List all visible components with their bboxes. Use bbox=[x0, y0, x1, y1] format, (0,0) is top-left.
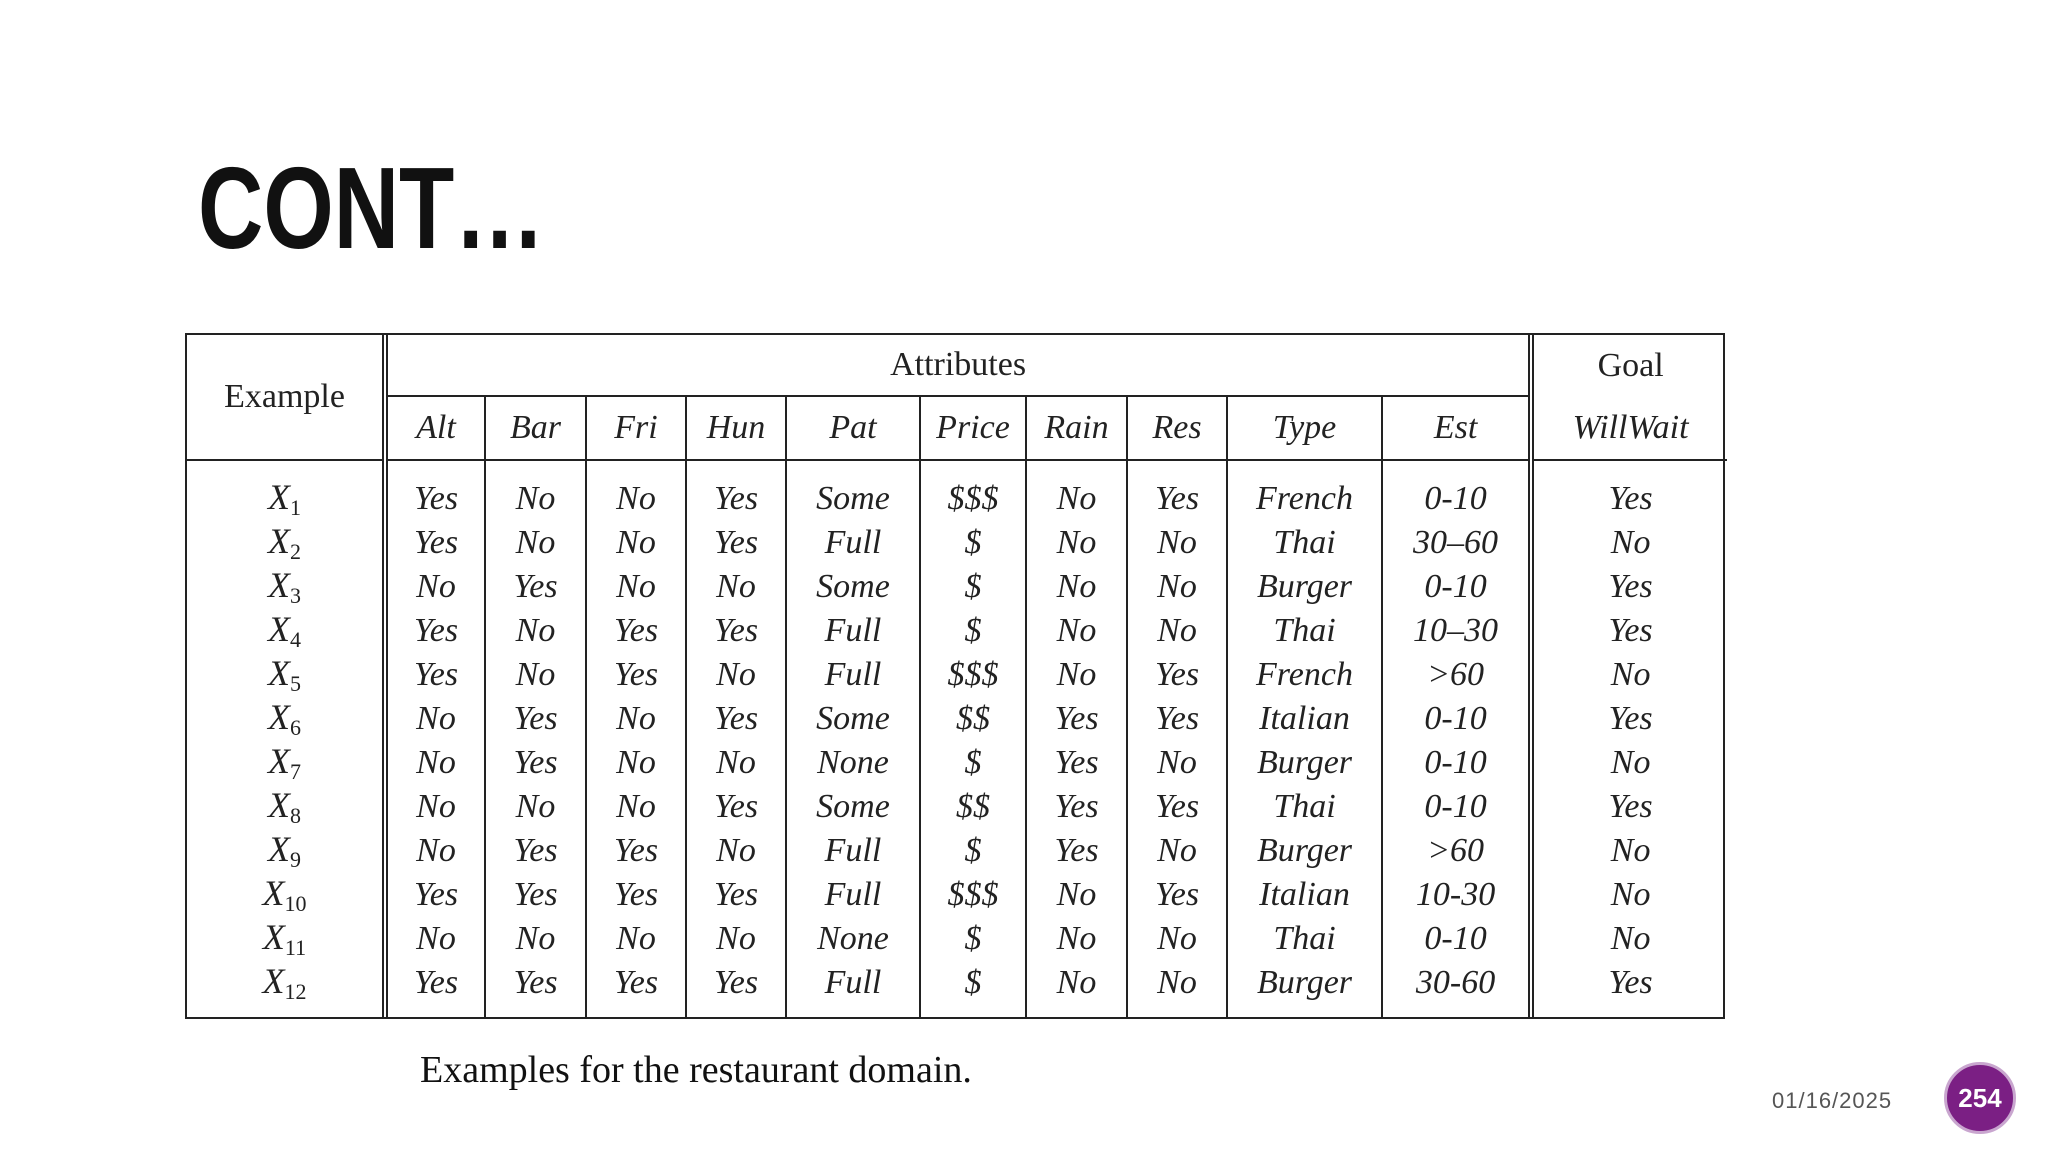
goal-cell: Yes bbox=[1608, 700, 1653, 737]
table-cell: Yes bbox=[385, 519, 485, 563]
table-cell: No bbox=[586, 915, 686, 959]
table-cell: None bbox=[786, 915, 920, 959]
column-header: Price bbox=[920, 396, 1026, 460]
table-cell: Yes bbox=[385, 959, 485, 1017]
table-cell: No bbox=[586, 460, 686, 519]
table-cell: No bbox=[1026, 959, 1127, 1017]
example-letter: X bbox=[268, 521, 290, 561]
slide-date: 01/16/2025 bbox=[1772, 1088, 1893, 1113]
example-id-cell bbox=[187, 959, 385, 1017]
table-cell: Yes bbox=[385, 460, 485, 519]
table-cell: No bbox=[1026, 871, 1127, 915]
table-cell: No bbox=[1026, 915, 1127, 959]
table-cell: Yes bbox=[1026, 783, 1127, 827]
table-cell: Full bbox=[786, 651, 920, 695]
table-cell: $ bbox=[920, 827, 1026, 871]
table-cell: Yes bbox=[485, 871, 586, 915]
table-cell: Yes bbox=[586, 959, 686, 1017]
table-cell: No bbox=[1127, 827, 1227, 871]
page-number-badge: 254 bbox=[1944, 1062, 2016, 1134]
table-cell: No bbox=[586, 695, 686, 739]
goal-cell: Yes bbox=[1608, 964, 1653, 1001]
table-cell: No bbox=[686, 563, 786, 607]
attributes-header: Attributes bbox=[385, 335, 1531, 396]
goal-cell: No bbox=[1610, 832, 1651, 869]
example-id-cell bbox=[187, 651, 385, 695]
table-cell: $$$ bbox=[920, 460, 1026, 519]
example-index: 10 bbox=[284, 891, 307, 916]
table-row bbox=[187, 871, 1727, 915]
table-cell: Thai bbox=[1227, 783, 1382, 827]
table-cell: No bbox=[485, 519, 586, 563]
table-cell: No bbox=[385, 915, 485, 959]
example-letter: X bbox=[268, 741, 290, 781]
table-cell: Full bbox=[786, 959, 920, 1017]
table-cell: Full bbox=[786, 827, 920, 871]
table-cell: No bbox=[686, 827, 786, 871]
table-cell: No bbox=[485, 651, 586, 695]
example-letter: X bbox=[262, 873, 285, 913]
table-cell: Yes bbox=[385, 871, 485, 915]
table-cell: 0-10 bbox=[1382, 739, 1531, 783]
column-header: Rain bbox=[1026, 396, 1127, 460]
table-row bbox=[187, 739, 1727, 783]
table-row bbox=[187, 827, 1727, 871]
table-cell: 0-10 bbox=[1382, 460, 1531, 519]
table-row bbox=[187, 651, 1727, 695]
table-cell: Yes bbox=[1127, 460, 1227, 519]
column-header: Bar bbox=[485, 396, 586, 460]
goal-column-header: WillWait bbox=[1531, 396, 1727, 460]
data-table bbox=[187, 335, 1727, 1017]
example-id-cell bbox=[187, 871, 385, 915]
table-cell: Yes bbox=[1127, 651, 1227, 695]
table-cell: Yes bbox=[686, 695, 786, 739]
table-caption: Examples for the restaurant domain. bbox=[420, 1049, 972, 1091]
table-cell: French bbox=[1227, 460, 1382, 519]
example-index: 4 bbox=[290, 627, 301, 652]
table-cell: No bbox=[1127, 739, 1227, 783]
example-letter: X bbox=[268, 785, 290, 825]
table-cell: $ bbox=[920, 739, 1026, 783]
table-cell: No bbox=[385, 739, 485, 783]
example-letter: X bbox=[268, 829, 290, 869]
table-cell: >60 bbox=[1382, 651, 1531, 695]
column-header: Res bbox=[1127, 396, 1227, 460]
table-cell: Burger bbox=[1227, 563, 1382, 607]
table-cell: Yes bbox=[485, 827, 586, 871]
example-letter: X bbox=[268, 697, 290, 737]
table-row bbox=[187, 607, 1727, 651]
table-cell: No bbox=[1026, 460, 1127, 519]
example-letter: X bbox=[268, 653, 290, 693]
table-cell: Yes bbox=[485, 563, 586, 607]
example-index: 8 bbox=[290, 803, 301, 828]
table-cell: No bbox=[1127, 519, 1227, 563]
table-cell: Yes bbox=[485, 739, 586, 783]
table-cell: Yes bbox=[686, 783, 786, 827]
table-cell: Burger bbox=[1227, 827, 1382, 871]
table-cell: $ bbox=[920, 519, 1026, 563]
table-cell: 10-30 bbox=[1382, 871, 1531, 915]
table-cell: Thai bbox=[1227, 607, 1382, 651]
table-cell: Yes bbox=[586, 651, 686, 695]
table-cell: No bbox=[586, 519, 686, 563]
table-cell: Some bbox=[786, 695, 920, 739]
table-cell: Burger bbox=[1227, 959, 1382, 1017]
table-cell: Burger bbox=[1227, 739, 1382, 783]
example-index: 1 bbox=[290, 495, 301, 520]
table-row bbox=[187, 563, 1727, 607]
table-cell: $ bbox=[920, 915, 1026, 959]
example-letter: X bbox=[268, 609, 290, 649]
goal-cell: No bbox=[1610, 744, 1651, 781]
example-header: Example bbox=[187, 335, 385, 460]
table-cell: $$ bbox=[920, 783, 1026, 827]
table-cell: Yes bbox=[1026, 827, 1127, 871]
table-cell: No bbox=[385, 827, 485, 871]
table-cell: Full bbox=[786, 519, 920, 563]
slide-title: CONT… bbox=[198, 143, 545, 273]
table-cell: Yes bbox=[1127, 695, 1227, 739]
example-id-cell bbox=[187, 607, 385, 651]
table-cell: No bbox=[385, 695, 485, 739]
table-cell: Italian bbox=[1227, 695, 1382, 739]
table-cell: No bbox=[485, 460, 586, 519]
table-cell: Some bbox=[786, 783, 920, 827]
table-cell: No bbox=[686, 739, 786, 783]
table-cell: No bbox=[586, 783, 686, 827]
table-cell: French bbox=[1227, 651, 1382, 695]
goal-cell: No bbox=[1610, 656, 1651, 693]
table-cell: Yes bbox=[686, 871, 786, 915]
table-cell: None bbox=[786, 739, 920, 783]
table-cell: $ bbox=[920, 563, 1026, 607]
table-cell: 0-10 bbox=[1382, 915, 1531, 959]
example-id-cell bbox=[187, 695, 385, 739]
example-letter: X bbox=[268, 565, 290, 605]
example-id-cell bbox=[187, 460, 385, 519]
table-cell: No bbox=[1026, 563, 1127, 607]
table-cell: No bbox=[1026, 607, 1127, 651]
example-id-cell bbox=[187, 519, 385, 563]
table-row bbox=[187, 519, 1727, 563]
example-index: 5 bbox=[290, 671, 301, 696]
table-row bbox=[187, 783, 1727, 827]
example-index: 9 bbox=[290, 847, 301, 872]
table-cell: No bbox=[485, 915, 586, 959]
goal-cell: No bbox=[1610, 920, 1651, 957]
table-cell: 0-10 bbox=[1382, 695, 1531, 739]
table-cell: Full bbox=[786, 871, 920, 915]
column-header: Pat bbox=[786, 396, 920, 460]
table-cell: No bbox=[1127, 607, 1227, 651]
table-row bbox=[187, 959, 1727, 1017]
table-cell: >60 bbox=[1382, 827, 1531, 871]
table-cell: Thai bbox=[1227, 519, 1382, 563]
example-letter: X bbox=[262, 961, 285, 1001]
table-cell: Yes bbox=[1026, 739, 1127, 783]
table-cell: Yes bbox=[1127, 871, 1227, 915]
table-cell: No bbox=[485, 607, 586, 651]
column-header: Type bbox=[1227, 396, 1382, 460]
example-letter: X bbox=[262, 917, 285, 957]
table-cell: Yes bbox=[385, 651, 485, 695]
table-cell: $ bbox=[920, 959, 1026, 1017]
example-id-cell bbox=[187, 827, 385, 871]
goal-cell: No bbox=[1610, 876, 1651, 913]
table-cell: 30-60 bbox=[1382, 959, 1531, 1017]
table-cell: Yes bbox=[586, 607, 686, 651]
example-index: 11 bbox=[284, 935, 307, 960]
table-cell: Yes bbox=[1026, 695, 1127, 739]
table-cell: No bbox=[485, 783, 586, 827]
table-cell: Italian bbox=[1227, 871, 1382, 915]
table-cell: No bbox=[385, 783, 485, 827]
table-cell: No bbox=[686, 915, 786, 959]
column-header: Hun bbox=[686, 396, 786, 460]
table-cell: 0-10 bbox=[1382, 563, 1531, 607]
column-header: Alt bbox=[385, 396, 485, 460]
table-cell: No bbox=[586, 563, 686, 607]
table-cell: Thai bbox=[1227, 915, 1382, 959]
table-cell: Yes bbox=[686, 519, 786, 563]
table-row bbox=[187, 915, 1727, 959]
example-id-cell bbox=[187, 915, 385, 959]
column-header: Fri bbox=[586, 396, 686, 460]
example-index: 7 bbox=[290, 759, 301, 784]
goal-cell: Yes bbox=[1608, 480, 1653, 517]
example-index: 12 bbox=[284, 979, 307, 1004]
table-cell: No bbox=[1127, 915, 1227, 959]
table-cell: No bbox=[1026, 519, 1127, 563]
table-cell: No bbox=[385, 563, 485, 607]
table-cell: No bbox=[1026, 651, 1127, 695]
restaurant-examples-table bbox=[185, 333, 1725, 1019]
table-cell: Yes bbox=[686, 460, 786, 519]
table-cell: Yes bbox=[485, 959, 586, 1017]
table-cell: Some bbox=[786, 563, 920, 607]
table-cell: No bbox=[1127, 959, 1227, 1017]
example-id-cell bbox=[187, 739, 385, 783]
example-letter: X bbox=[268, 477, 290, 517]
table-cell: Some bbox=[786, 460, 920, 519]
column-header: Est bbox=[1382, 396, 1531, 460]
table-cell: 30–60 bbox=[1382, 519, 1531, 563]
table-cell: No bbox=[1127, 563, 1227, 607]
table-cell: No bbox=[586, 739, 686, 783]
table-cell: Full bbox=[786, 607, 920, 651]
table-cell: Yes bbox=[586, 871, 686, 915]
table-cell: 10–30 bbox=[1382, 607, 1531, 651]
goal-cell: No bbox=[1610, 524, 1651, 561]
table-cell: Yes bbox=[485, 695, 586, 739]
table-cell: Yes bbox=[385, 607, 485, 651]
table-cell: $$ bbox=[920, 695, 1026, 739]
example-index: 6 bbox=[290, 715, 301, 740]
table-cell: Yes bbox=[686, 959, 786, 1017]
goal-cell: Yes bbox=[1608, 788, 1653, 825]
goal-cell: Yes bbox=[1608, 568, 1653, 605]
example-id-cell bbox=[187, 563, 385, 607]
table-cell: $ bbox=[920, 607, 1026, 651]
table-cell: $$$ bbox=[920, 871, 1026, 915]
table-cell: Yes bbox=[586, 827, 686, 871]
table-cell: 0-10 bbox=[1382, 783, 1531, 827]
goal-header: Goal bbox=[1597, 346, 1664, 384]
goal-cell: Yes bbox=[1608, 612, 1653, 649]
table-row bbox=[187, 695, 1727, 739]
table-cell: Yes bbox=[1127, 783, 1227, 827]
table-cell: $$$ bbox=[920, 651, 1026, 695]
example-id-cell bbox=[187, 783, 385, 827]
table-body bbox=[187, 460, 1727, 1017]
table-cell: No bbox=[686, 651, 786, 695]
example-index: 3 bbox=[290, 583, 301, 608]
example-index: 2 bbox=[290, 539, 301, 564]
table-row bbox=[187, 460, 1727, 519]
table-cell: Yes bbox=[686, 607, 786, 651]
